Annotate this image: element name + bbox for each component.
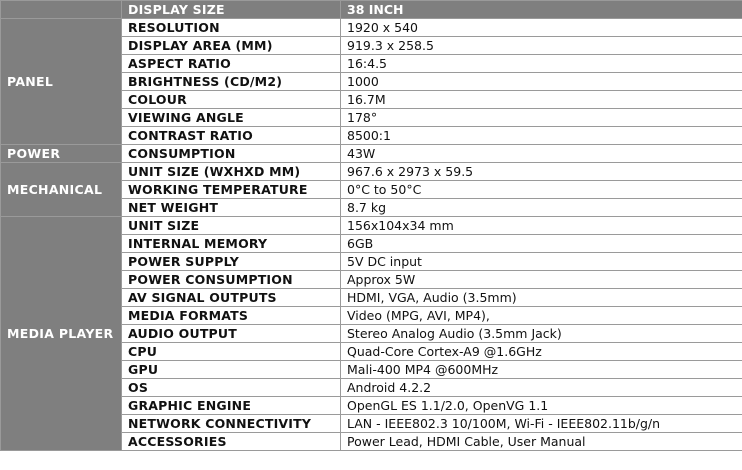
row-key: OS: [122, 379, 341, 397]
table-row: [1, 19, 742, 37]
header-corner: [1, 1, 122, 19]
row-key: INTERNAL MEMORY: [122, 235, 341, 253]
row-key: ASPECT RATIO: [122, 55, 341, 73]
row-value: 178°: [341, 109, 742, 127]
table-row: [1, 145, 742, 163]
row-key: VIEWING ANGLE: [122, 109, 341, 127]
row-value: Quad-Core Cortex-A9 @1.6GHz: [341, 343, 742, 361]
row-key: RESOLUTION: [122, 19, 341, 37]
group-panel: PANEL: [1, 19, 122, 145]
header-value: 38 INCH: [341, 1, 742, 19]
row-key: CONSUMPTION: [122, 145, 341, 163]
row-value: 43W: [341, 145, 742, 163]
group-mechanical: MECHANICAL: [1, 163, 122, 217]
row-key: MEDIA FORMATS: [122, 307, 341, 325]
row-key: GRAPHIC ENGINE: [122, 397, 341, 415]
row-key: UNIT SIZE: [122, 217, 341, 235]
row-key: POWER SUPPLY: [122, 253, 341, 271]
row-value: 16.7M: [341, 91, 742, 109]
row-key: COLOUR: [122, 91, 341, 109]
row-value: Power Lead, HDMI Cable, User Manual: [341, 433, 742, 451]
row-value: 16:4.5: [341, 55, 742, 73]
row-key: AV SIGNAL OUTPUTS: [122, 289, 341, 307]
row-value: Mali-400 MP4 @600MHz: [341, 361, 742, 379]
table-row: [1, 217, 742, 235]
row-value: Android 4.2.2: [341, 379, 742, 397]
row-key: WORKING TEMPERATURE: [122, 181, 341, 199]
row-value: 1920 x 540: [341, 19, 742, 37]
header-row: [1, 1, 742, 19]
row-key: CPU: [122, 343, 341, 361]
row-key: GPU: [122, 361, 341, 379]
row-key: NET WEIGHT: [122, 199, 341, 217]
row-value: 8500:1: [341, 127, 742, 145]
row-value: 1000: [341, 73, 742, 91]
row-value: 5V DC input: [341, 253, 742, 271]
row-value: LAN - IEEE802.3 10/100M, Wi-Fi - IEEE802.11b/g/n: [341, 415, 742, 433]
row-value: 156x104x34 mm: [341, 217, 742, 235]
row-key: BRIGHTNESS (CD/M2): [122, 73, 341, 91]
row-key: NETWORK CONNECTIVITY: [122, 415, 341, 433]
row-value: Approx 5W: [341, 271, 742, 289]
header-label: DISPLAY SIZE: [122, 1, 341, 19]
row-value: 6GB: [341, 235, 742, 253]
row-value: 919.3 x 258.5: [341, 37, 742, 55]
row-value: Video (MPG, AVI, MP4),: [341, 307, 742, 325]
group-power: POWER: [1, 145, 122, 163]
row-value: Stereo Analog Audio (3.5mm Jack): [341, 325, 742, 343]
row-value: 8.7 kg: [341, 199, 742, 217]
group-media-player: MEDIA PLAYER: [1, 217, 122, 451]
row-key: UNIT SIZE (WXHXD MM): [122, 163, 341, 181]
table-row: [1, 163, 742, 181]
row-value: OpenGL ES 1.1/2.0, OpenVG 1.1: [341, 397, 742, 415]
row-key: AUDIO OUTPUT: [122, 325, 341, 343]
row-key: ACCESSORIES: [122, 433, 341, 451]
row-value: 0°C to 50°C: [341, 181, 742, 199]
row-key: DISPLAY AREA (MM): [122, 37, 341, 55]
row-value: HDMI, VGA, Audio (3.5mm): [341, 289, 742, 307]
row-key: POWER CONSUMPTION: [122, 271, 341, 289]
row-value: 967.6 x 2973 x 59.5: [341, 163, 742, 181]
row-key: CONTRAST RATIO: [122, 127, 341, 145]
